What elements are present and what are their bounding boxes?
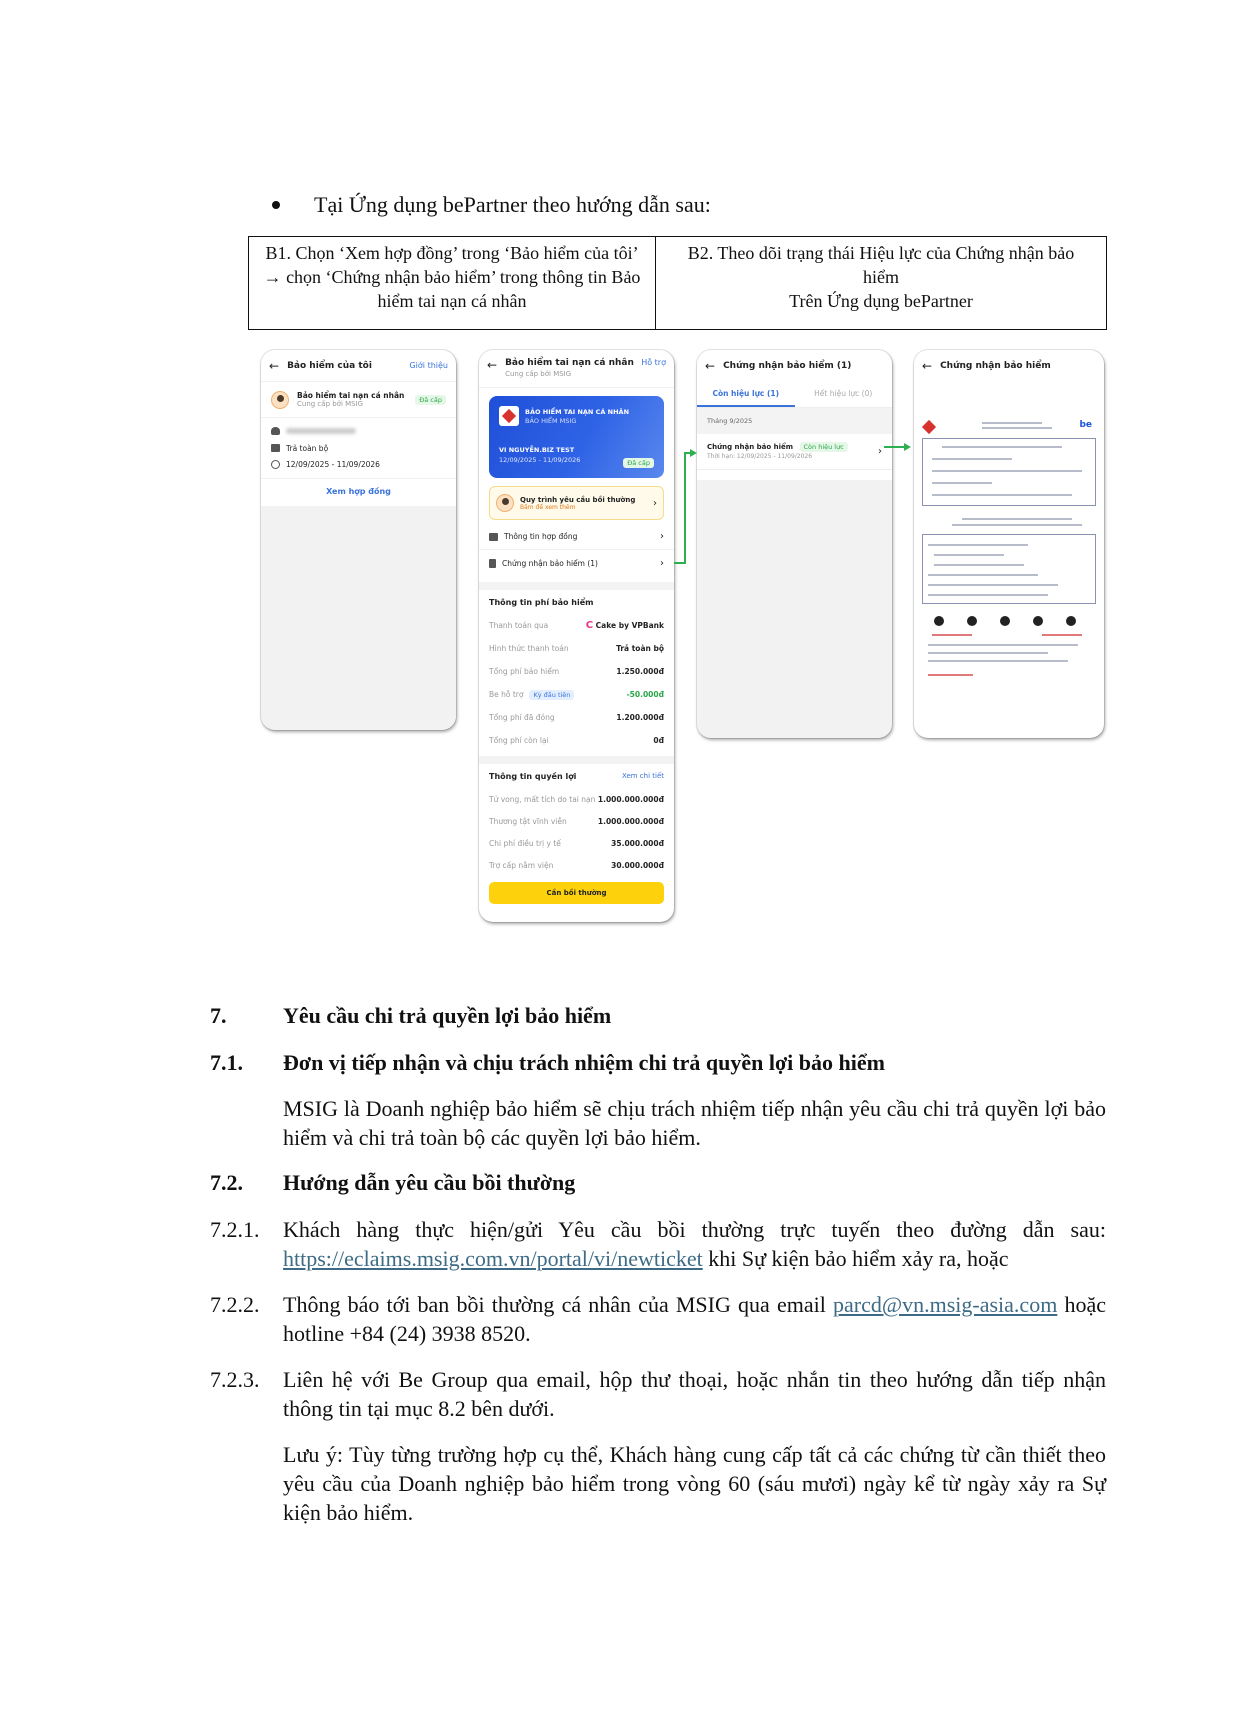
product-row[interactable] (261, 382, 456, 418)
screen4-header (914, 350, 1104, 382)
item-number: 7.2.3. (210, 1367, 260, 1392)
back-arrow-icon[interactable]: ← (269, 358, 280, 373)
chevron-right-icon: › (653, 497, 657, 509)
item-text: Thông báo tới ban bồi thường cá nhân của MSIG qua email parcd@vn.msig-asia.com hoặc hotline +84 (24) 3938 8520. (283, 1292, 1107, 1346)
card-title: BẢO HIỂM TAI NẠN CÁ NHÂN (525, 408, 630, 416)
steps-table (248, 236, 1107, 330)
fee-row: Be hỗ trợ Kỳ đầu tiên -50.000đ (489, 690, 664, 699)
signature-stamp-icon (1033, 616, 1043, 626)
list-item-7-2-1 (210, 1215, 1106, 1273)
status-tabs (697, 382, 892, 408)
first-term-badge: Kỳ đầu tiên (529, 690, 574, 700)
insurance-card[interactable] (489, 396, 664, 478)
card-subtitle: BẢO HIỂM MSIG (525, 417, 577, 425)
certificate-item-title: Chứng nhận bảo hiểm (707, 443, 794, 451)
document-icon (489, 559, 496, 568)
step-b2-cell (655, 237, 1106, 329)
view-contract-wrap (261, 478, 456, 496)
signature-stamp-icon (934, 616, 944, 626)
flow-arrow (884, 446, 906, 448)
menu-certificate-label: Chứng nhận bảo hiểm (1) (502, 558, 598, 568)
holder-name-blurred (286, 428, 356, 434)
benefit-row: Chi phí điều trị y tế 35.000.000đ (489, 838, 664, 848)
fee-row: Thanh toán qua C Cake by VPBank (489, 620, 664, 631)
product-name: Bảo hiểm tai nạn cá nhân (297, 391, 405, 400)
screen2-header (479, 350, 674, 388)
view-contract-link[interactable]: Xem hợp đồng (326, 487, 391, 496)
claim-process-box[interactable] (489, 486, 664, 520)
screen1-header (261, 350, 456, 382)
flow-arrow (684, 452, 686, 564)
card-icon (271, 444, 280, 452)
section-title: Đơn vị tiếp nhận và chịu trách nhiệm chi trả quyền lợi bảo hiểm (283, 1050, 885, 1075)
claim-process-title: Quy trình yêu cầu bồi thường (520, 495, 636, 504)
arrow-head-icon (690, 449, 697, 457)
certificate-item[interactable] (697, 434, 892, 470)
chevron-right-icon: › (660, 557, 664, 569)
section-number: 7. (210, 1003, 227, 1028)
section-number: 7.1. (210, 1050, 243, 1075)
certificate-document-preview (922, 420, 1096, 682)
back-arrow-icon[interactable]: ← (487, 358, 498, 372)
claim-process-hint: Bấm để xem thêm (520, 503, 576, 511)
fee-row: Tổng phí đã đóng 1.200.000đ (489, 713, 664, 722)
step-b1-cell: B1. Chọn ‘Xem hợp đồng’ trong ‘Bảo hiểm của tôi’ → chọn ‘Chứng nhận bảo hiểm’ trong thông tin Bảo hiểm tai nạn cá nhân (263, 243, 641, 311)
list-item-7-2-2 (210, 1290, 1106, 1348)
payment-type: Trả toàn bộ (286, 443, 329, 453)
separator (479, 756, 674, 764)
screen1-title: Bảo hiểm của tôi (287, 360, 372, 371)
item-text: Khách hàng thực hiện/gửi Yêu cầu bồi thường trực tuyến theo đường dẫn sau: https://eclaims.msig.com.vn/portal/vi/newticket khi Sự kiện bảo hiểm xảy ra, hoặc (283, 1217, 1106, 1271)
section-7-1-body: MSIG là Doanh nghiệp bảo hiểm sẽ chịu trách nhiệm tiếp nhận yêu cầu chi trả quyền lợi bảo hiểm và chi trả toàn bộ các quyền lợi bảo hiểm. (283, 1096, 1106, 1150)
intro-link[interactable]: Giới thiệu (409, 361, 448, 370)
period: 12/09/2025 - 11/09/2026 (286, 459, 380, 469)
screen2-title: Bảo hiểm tai nạn cá nhân (505, 358, 634, 368)
benefit-row: Trợ cấp nằm viện 30.000.000đ (489, 860, 664, 870)
benefit-section-title: Thông tin quyền lợi (489, 771, 577, 781)
card-holder: VI NGUYỄN.BIZ TEST (499, 446, 575, 454)
signature-stamp-icon (967, 616, 977, 626)
section-title: Yêu cầu chi trả quyền lợi bảo hiểm (283, 1003, 612, 1028)
signature-stamp-icon (1066, 616, 1076, 626)
fee-row: Tổng phí còn lại 0đ (489, 736, 664, 745)
benefit-row: Tử vong, mất tích do tai nạn 1.000.000.000đ (489, 794, 664, 804)
item-number: 7.2.1. (210, 1217, 260, 1242)
period-row (261, 456, 456, 472)
section-number: 7.2. (210, 1170, 243, 1195)
list-item-7-2-3 (210, 1365, 1106, 1423)
cake-icon: C (585, 620, 594, 631)
menu-certificate[interactable] (479, 550, 674, 576)
benefit-section-header (479, 764, 674, 788)
product-provider: Cung cấp bởi MSIG (297, 400, 364, 408)
be-logo: be (1079, 420, 1092, 430)
email-link[interactable]: parcd@vn.msig-asia.com (833, 1292, 1058, 1317)
screen3-header (697, 350, 892, 382)
fee-row: Hình thức thanh toán Trả toàn bộ (489, 644, 664, 653)
screen-certificate-detail (914, 350, 1104, 738)
screen3-empty-area (697, 480, 892, 738)
item-number: 7.2.2. (210, 1292, 260, 1317)
screen-personal-accident (479, 350, 674, 922)
bullet-icon (272, 201, 280, 209)
msig-logo-icon (922, 420, 936, 434)
valid-badge: Còn hiệu lực (800, 442, 848, 452)
fee-section-title: Thông tin phí bảo hiểm (489, 597, 594, 607)
calendar-icon (489, 533, 498, 541)
intro-text: Tại Ứng dụng bePartner theo hướng dẫn sau: (314, 192, 711, 217)
screen3-title: Chứng nhận bảo hiểm (1) (723, 361, 852, 371)
holder-row (261, 422, 456, 440)
menu-contract-info[interactable] (479, 524, 674, 550)
tab-expired[interactable]: Hết hiệu lực (0) (814, 389, 873, 398)
note-paragraph: Lưu ý: Tùy từng trường hợp cụ thể, Khách hàng cung cấp tất cả các chứng từ cần thiết theo yêu cầu của Doanh nghiệp bảo hiểm trong vòng 60 (sáu mươi) ngày kể từ ngày xảy ra Sự kiện bảo hiểm. (283, 1442, 1106, 1525)
screen4-title: Chứng nhận bảo hiểm (940, 361, 1051, 371)
card-period: 12/09/2025 - 11/09/2026 (499, 456, 581, 464)
chevron-right-icon: › (660, 531, 664, 542)
payment-row (261, 440, 456, 456)
person-icon (271, 427, 280, 435)
eclaims-link[interactable]: https://eclaims.msig.com.vn/portal/vi/newticket (283, 1246, 703, 1271)
avatar-icon (271, 391, 289, 409)
fee-row: Tổng phí bảo hiểm 1.250.000đ (489, 667, 664, 676)
step-b2-line1: B2. Theo dõi trạng thái Hiệu lực của Chứng nhận bảo hiểm (687, 243, 1075, 287)
month-header: Tháng 9/2025 (697, 408, 892, 434)
intro-bullet (272, 192, 711, 218)
chevron-right-icon: › (878, 446, 882, 457)
status-badge: Đã cấp (415, 395, 446, 405)
screen-my-insurance (261, 350, 456, 730)
item-text: Liên hệ với Be Group qua email, hộp thư thoại, hoặc nhắn tin theo hướng dẫn tiếp nhận thông tin tại mục 8.2 bên dưới. (283, 1367, 1106, 1421)
screen2-subtitle: Cung cấp bởi MSIG (505, 370, 572, 378)
menu-contract-info-label: Thông tin hợp đồng (504, 532, 578, 541)
view-details-link[interactable]: Xem chi tiết (621, 772, 664, 780)
screen1-empty-area (261, 506, 456, 730)
arrow-head-icon (904, 443, 911, 451)
claim-button[interactable]: Cần bồi thường (489, 882, 664, 904)
signature-stamp-icon (1000, 616, 1010, 626)
card-status-badge: Đã cấp (623, 458, 654, 468)
msig-logo-icon (499, 406, 519, 426)
support-link[interactable]: Hỗ trợ (641, 358, 666, 367)
back-arrow-icon[interactable]: ← (922, 359, 933, 373)
back-arrow-icon[interactable]: ← (705, 359, 716, 373)
step-b2-line2: Trên Ứng dụng bePartner (789, 291, 973, 311)
section-title: Hướng dẫn yêu cầu bồi thường (283, 1170, 576, 1195)
cake-logo-text: C Cake by VPBank (585, 620, 664, 631)
agent-avatar-icon (496, 494, 514, 512)
certificate-item-period: Thời hạn: 12/09/2025 - 11/09/2026 (707, 453, 813, 460)
separator (479, 582, 674, 590)
screen-certificates (697, 350, 892, 738)
clock-icon (271, 460, 280, 469)
tab-active[interactable]: Còn hiệu lực (1) (697, 382, 795, 407)
benefit-row: Thương tật vĩnh viễn 1.000.000.000đ (489, 816, 664, 826)
